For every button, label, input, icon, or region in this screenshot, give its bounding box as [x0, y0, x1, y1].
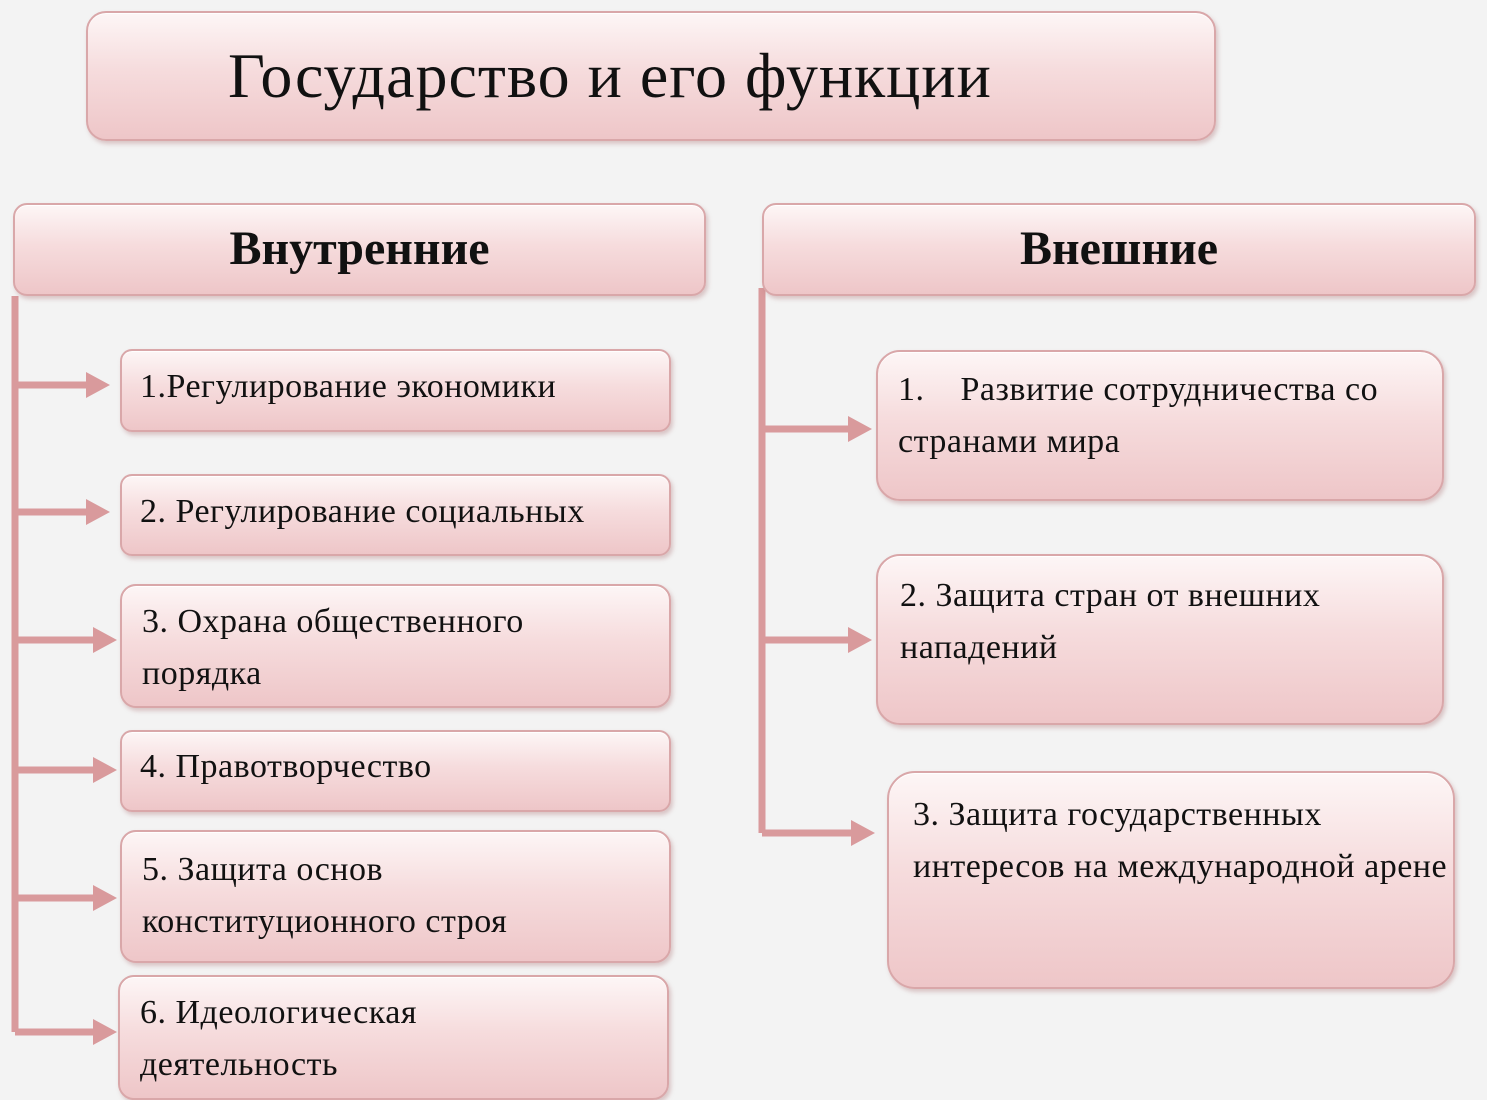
- internal-item-box-5: [120, 830, 671, 963]
- internal-arrow-2: [15, 499, 110, 525]
- external-item-1: 1. Развитие сотрудничества со странами мира: [898, 371, 1388, 460]
- title-box: [86, 11, 1216, 141]
- external-header-box: [762, 203, 1476, 296]
- external-item-box-3: [887, 771, 1455, 989]
- external-item-2: 2. Защита стран от внешних нападений: [900, 577, 1330, 666]
- internal-arrow-5: [15, 885, 117, 911]
- internal-item-4: 4. Правотворчество: [140, 748, 432, 785]
- internal-item-3: 3. Охрана общественного порядка: [142, 603, 533, 692]
- internal-item-1: 1.Регулирование экономики: [140, 368, 557, 405]
- internal-item-6: 6. Идеологическая деятельность: [140, 994, 426, 1083]
- internal-item-box-6: [118, 975, 669, 1100]
- internal-header: Внутренние: [229, 222, 490, 275]
- internal-item-box-1: [120, 349, 671, 432]
- external-item-3: 3. Защита государственных интересов на международной арене: [913, 796, 1448, 885]
- external-arrow-1: [762, 416, 872, 442]
- internal-header-box: [13, 203, 706, 296]
- internal-arrow-4: [15, 757, 117, 783]
- diagram-title: Государство и его функции: [228, 40, 992, 111]
- external-arrow-2: [762, 627, 872, 653]
- internal-item-5: 5. Защита основ конституционного строя: [142, 851, 508, 940]
- internal-arrow-1: [15, 372, 110, 398]
- internal-item-box-2: [120, 474, 671, 556]
- internal-arrow-6: [15, 1019, 117, 1045]
- external-item-box-1: [876, 350, 1444, 501]
- internal-item-box-4: [120, 730, 671, 812]
- external-header: Внешние: [1019, 222, 1219, 275]
- external-item-box-2: [876, 554, 1444, 725]
- internal-item-2: 2. Регулирование социальных: [140, 493, 585, 530]
- external-arrow-3: [762, 820, 875, 846]
- internal-arrow-3: [15, 627, 117, 653]
- internal-item-box-3: [120, 584, 671, 708]
